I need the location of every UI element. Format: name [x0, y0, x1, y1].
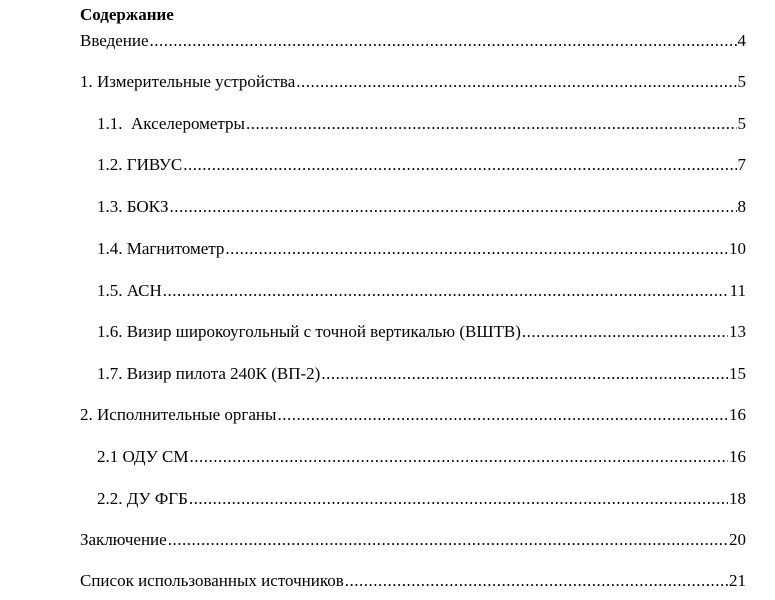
toc-entry-references[interactable] — [80, 570, 746, 592]
toc-entry-vshtv[interactable] — [97, 321, 746, 343]
dot-leader — [277, 404, 728, 426]
dot-leader — [189, 488, 728, 510]
toc-entry-label: Список использованных источников — [80, 571, 344, 590]
toc-entry-conclusion[interactable] — [80, 529, 746, 551]
toc-entry-page: 13 — [729, 322, 746, 341]
toc-entry-label: Заключение — [80, 530, 167, 549]
toc-entry-page: 11 — [729, 281, 746, 300]
dot-leader — [150, 30, 737, 52]
toc-entry-page: 5 — [737, 72, 746, 91]
toc-entry-label: Введение — [80, 31, 149, 50]
dot-leader — [168, 529, 728, 551]
toc-entry-label: 1.7. Визир пилота 240К (ВП-2) — [97, 364, 321, 383]
toc-entry-page: 8 — [737, 197, 746, 216]
dot-leader — [163, 280, 729, 302]
toc-title: Содержание — [80, 5, 174, 24]
toc-entry-label: 2.2. ДУ ФГБ — [97, 489, 188, 508]
toc-entry-page: 4 — [737, 31, 746, 50]
toc-entry-label: 2. Исполнительные органы — [80, 405, 277, 424]
toc-entry-label: 1.1. Акселерометры — [97, 114, 245, 133]
dot-leader — [183, 154, 736, 176]
toc-entry-label: 2.1 ОДУ СМ — [97, 447, 189, 466]
toc-entry-asn[interactable] — [97, 280, 746, 302]
toc-entry-label: 1. Измерительные устройства — [80, 72, 296, 91]
toc-entry-page: 7 — [737, 155, 746, 174]
toc-entry-page: 20 — [729, 530, 746, 549]
dot-leader — [246, 113, 737, 135]
dot-leader — [321, 363, 728, 385]
toc-entry-bokz[interactable] — [97, 196, 746, 218]
toc-entry-page: 16 — [729, 447, 746, 466]
toc-entry-page: 16 — [729, 405, 746, 424]
dot-leader — [170, 196, 737, 218]
toc-entry-odu-sm[interactable] — [97, 446, 746, 468]
dot-leader — [189, 446, 728, 468]
toc-entry-magnetometer[interactable] — [97, 238, 746, 260]
toc-entry-measuring-devices[interactable] — [80, 71, 746, 93]
toc-entry-page: 10 — [729, 239, 746, 258]
toc-entry-vp2[interactable] — [97, 363, 746, 385]
toc-entry-page: 18 — [729, 489, 746, 508]
toc-entry-givus[interactable] — [97, 154, 746, 176]
toc-entry-du-fgb[interactable] — [97, 488, 746, 510]
dot-leader — [345, 570, 728, 592]
toc-entry-label: 1.5. АСН — [97, 281, 162, 300]
toc-entry-actuators[interactable] — [80, 404, 746, 426]
toc-entry-label: 1.6. Визир широкоугольный с точной вертикалью (ВШТВ) — [97, 322, 521, 341]
toc-entry-page: 15 — [729, 364, 746, 383]
dot-leader — [225, 238, 728, 260]
toc-entry-page: 5 — [737, 114, 746, 133]
toc-entry-page: 21 — [729, 571, 746, 590]
toc-entry-label: 1.2. ГИВУС — [97, 155, 183, 174]
toc-entry-introduction[interactable] — [80, 30, 746, 52]
toc-entry-label: 1.4. Магнитометр — [97, 239, 225, 258]
dot-leader — [296, 71, 736, 93]
toc-entry-label: 1.3. БОКЗ — [97, 197, 169, 216]
dot-leader — [522, 321, 728, 343]
toc-entry-accelerometers[interactable] — [97, 113, 746, 135]
